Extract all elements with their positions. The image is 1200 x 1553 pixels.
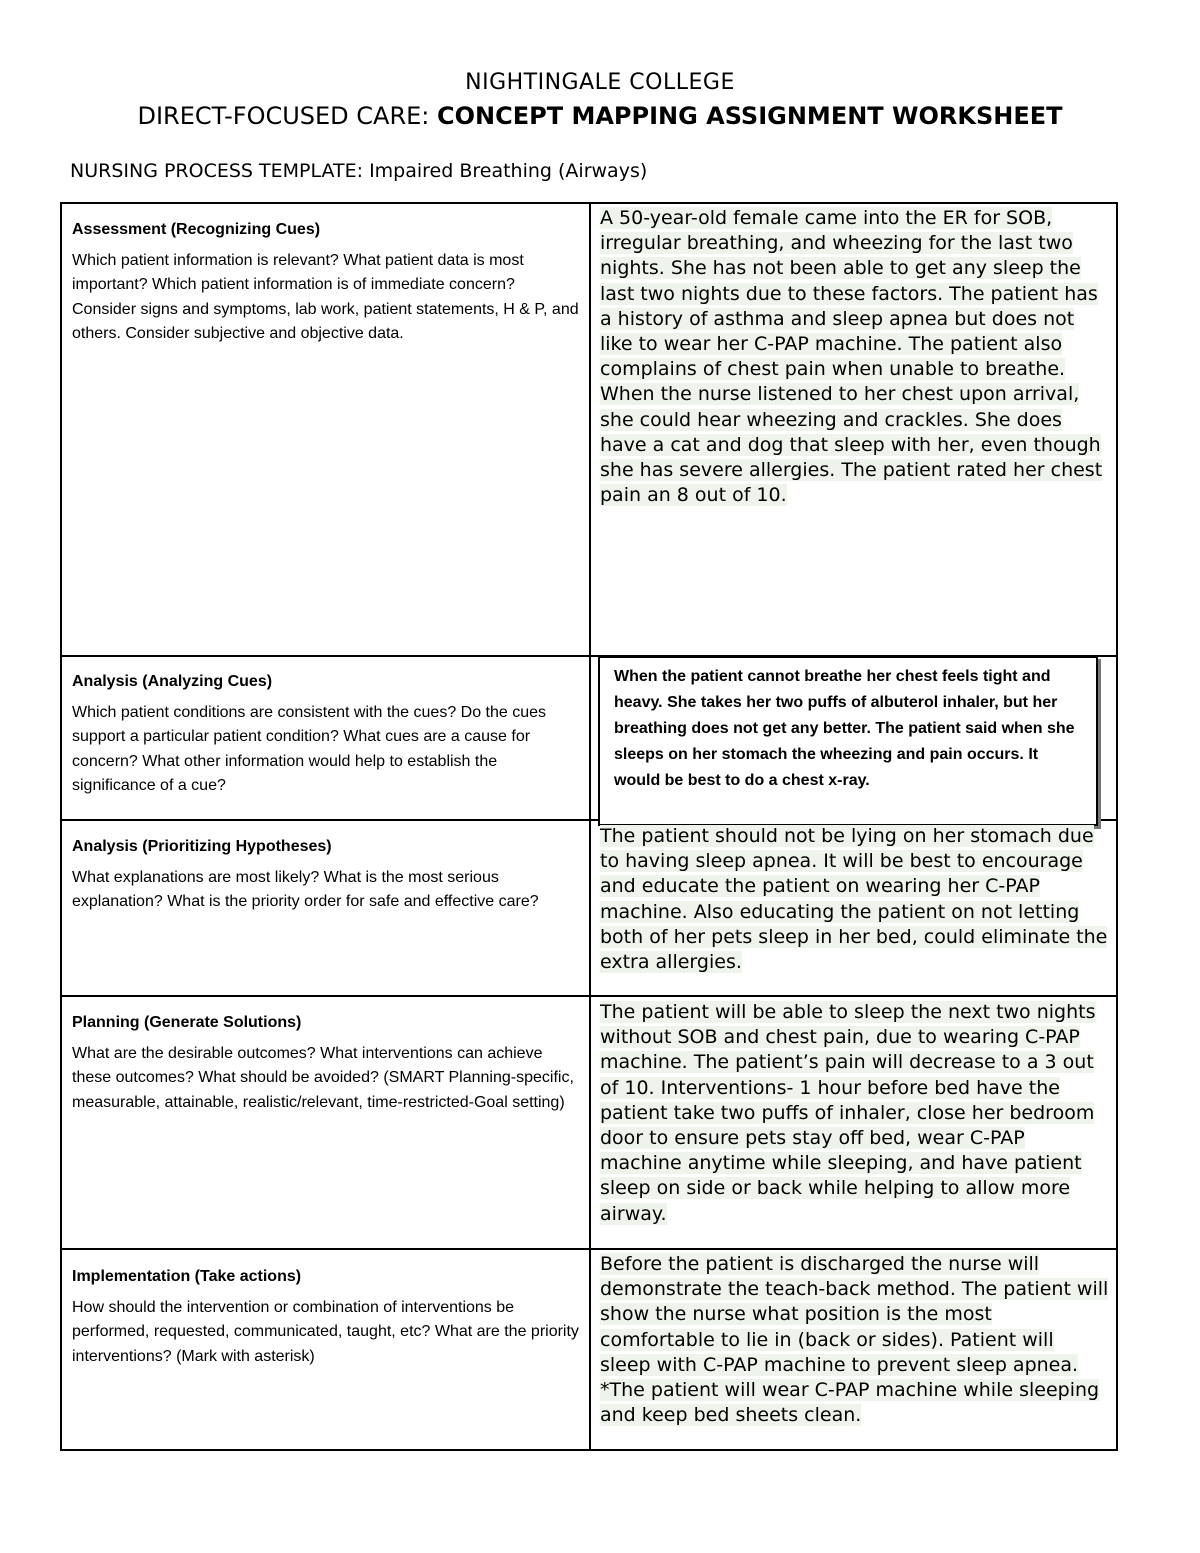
analyzing-cues-prompt: Which patient conditions are consistent with the cues? Do the cues support a particular patient condition? What cues are a cause for concern? What other information would help to establish the significance of a cue?	[72, 703, 547, 794]
row-divider	[62, 995, 1116, 997]
template-label: NURSING PROCESS TEMPLATE: Impaired Breathing (Airways)	[70, 160, 648, 182]
implementation-prompt: How should the intervention or combination of interventions be performed, requested, communicated, taught, etc? What are the priority interventions? (Mark with asterisk)	[72, 1298, 579, 1365]
analyzing-cues-title: Analysis (Analyzing Cues)	[72, 673, 273, 690]
assessment-prompt: Which patient information is relevant? What patient data is most important? Which patient information is of immediate concern? Consider signs and symptoms, lab work, patient statements, H & P, and others. Consider subjective and objective data.	[72, 251, 579, 342]
column-divider	[589, 204, 591, 1449]
assessment-cell	[72, 218, 582, 347]
college-name: NIGHTINGALE COLLEGE	[465, 70, 735, 95]
assessment-title: Assessment (Recognizing Cues)	[72, 221, 321, 238]
worksheet-title-bold: CONCEPT MAPPING ASSIGNMENT WORKSHEET	[437, 102, 1063, 130]
prioritizing-cell	[72, 835, 582, 915]
prioritizing-title: Analysis (Prioritizing Hypotheses)	[72, 838, 332, 855]
analyzing-cues-cell	[72, 670, 582, 799]
planning-title: Planning (Generate Solutions)	[72, 1014, 302, 1031]
prioritizing-answer-text: The patient should not be lying on her stomach due to having sleep apnea. It will be best to encourage and educate the patient on wearing her C-PAP machine. Also educating the patient on not letting both of her pets sleep in her bed, could eliminate the extra allergies.	[600, 825, 1108, 974]
worksheet-title-prefix: DIRECT-FOCUSED CARE:	[137, 102, 438, 130]
assessment-answer[interactable]	[600, 206, 1110, 508]
prioritizing-answer[interactable]	[600, 824, 1110, 975]
row-divider	[62, 1248, 1116, 1250]
planning-prompt: What are the desirable outcomes? What interventions can achieve these outcomes? What should be avoided? (SMART Planning-specific, measurable, attainable, realistic/relevant, time-restricted-Goal setting)	[72, 1044, 574, 1111]
nursing-process-table	[60, 202, 1118, 1451]
planning-cell	[72, 1011, 582, 1115]
worksheet-title	[0, 102, 1200, 130]
prioritizing-prompt: What explanations are most likely? What is the most serious explanation? What is the priority order for safe and effective care?	[72, 868, 539, 910]
assessment-answer-text: A 50-year-old female came into the ER for SOB, irregular breathing, and wheezing for the last two nights. She has not been able to get any sleep the last two nights due to these factors. The patient has a history of asthma and sleep apnea but does not like to wear her C-PAP machine. The patient also complains of chest pain when unable to breathe. When the nurse listened to her chest upon arrival, she could hear wheezing and crackles. She does have a cat and dog that sleep with her, even though she has severe allergies. The patient rated her chest pain an 8 out of 10.	[600, 207, 1103, 507]
analyzing-cues-textbox[interactable]: When the patient cannot breathe her chest feels tight and heavy. She takes her two puffs of albuterol inhaler, but her breathing does not get any better. The patient said when she sleeps on her stomach the wheezing and pain occurs. It would be best to do a chest x-ray.	[598, 656, 1098, 826]
implementation-cell	[72, 1265, 582, 1369]
implementation-answer-text: Before the patient is discharged the nurse will demonstrate the teach-back method. The patient will show the nurse what position is the most comfortable to lie in (back or sides). Patient will sleep with C-PAP machine to prevent sleep apnea. *The patient will wear C-PAP machine while sleeping and keep bed sheets clean.	[600, 1253, 1109, 1427]
implementation-answer[interactable]	[600, 1252, 1110, 1428]
planning-answer[interactable]	[600, 1000, 1110, 1227]
implementation-title: Implementation (Take actions)	[72, 1268, 302, 1285]
planning-answer-text: The patient will be able to sleep the next two nights without SOB and chest pain, due to wearing C-PAP machine. The patient’s pain will decrease to a 3 out of 10. Interventions- 1 hour before bed have the patient take two puffs of inhaler, close her bedroom door to ensure pets stay off bed, wear C-PAP machine anytime while sleeping, and have patient sleep on side or back while helping to allow more airway.	[600, 1001, 1096, 1225]
